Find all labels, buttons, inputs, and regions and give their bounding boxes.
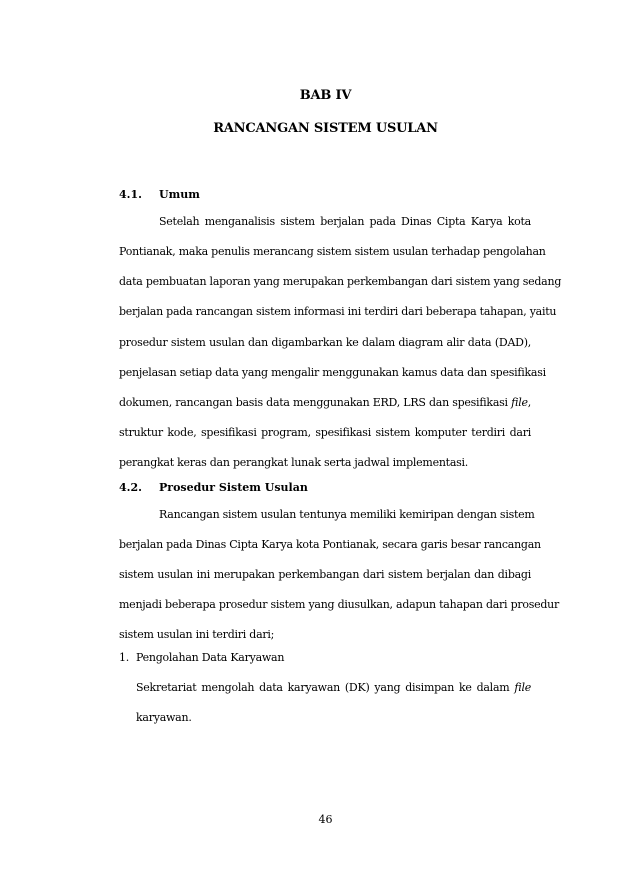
paragraph-line: Setelah menganalisis sistem berjalan pada Dinas Cipta Karya kota: [159, 215, 531, 228]
paragraph-line: data pembuatan laporan yang merupakan perkembangan dari sistem yang sedang: [119, 275, 562, 288]
list-item: [119, 651, 284, 665]
paragraph-text: Sekretariat mengolah data karyawan (DK) yang disimpan ke dalam: [136, 681, 510, 694]
italic-term: file: [511, 396, 528, 409]
italic-term: file: [514, 681, 531, 694]
paragraph-line: [119, 396, 531, 410]
paragraph-line: karyawan.: [136, 711, 192, 724]
section-heading-umum: [119, 188, 200, 201]
section-heading-prosedur: [119, 481, 308, 494]
chapter-subtitle: RANCANGAN SISTEM USULAN: [213, 121, 438, 136]
section-number: 4.2.: [119, 481, 142, 494]
paragraph-line: Pontianak, maka penulis merancang sistem sistem usulan terhadap pengolahan: [119, 245, 546, 258]
chapter-title: BAB IV: [299, 88, 352, 103]
paragraph-line: sistem usulan ini terdiri dari;: [119, 628, 275, 641]
section-number: 4.1.: [119, 188, 142, 201]
list-item-title: Pengolahan Data Karyawan: [136, 651, 285, 664]
paragraph-line: Rancangan sistem usulan tentunya memiliki kemiripan dengan sistem: [159, 508, 535, 521]
paragraph-line: struktur kode, spesifikasi program, spesifikasi sistem komputer terdiri dari: [119, 426, 531, 439]
list-number: 1.: [119, 651, 129, 664]
section-title: Umum: [159, 188, 200, 201]
paragraph-line: perangkat keras dan perangkat lunak serta jadwal implementasi.: [119, 456, 469, 469]
paragraph-line: prosedur sistem usulan dan digambarkan ke dalam diagram alir data (DAD),: [119, 336, 531, 349]
paragraph-line: sistem usulan ini merupakan perkembangan dari sistem berjalan dan dibagi: [119, 568, 531, 581]
paragraph-line: [136, 681, 531, 695]
section-title: Prosedur Sistem Usulan: [159, 481, 308, 494]
punctuation: ,: [527, 396, 531, 409]
paragraph-line: menjadi beberapa prosedur sistem yang diusulkan, adapun tahapan dari prosedur: [119, 598, 560, 611]
paragraph-line: berjalan pada rancangan sistem informasi ini terdiri dari beberapa tahapan, yaitu: [119, 305, 557, 318]
paragraph-text: dokumen, rancangan basis data menggunakan ERD, LRS dan spesifikasi: [119, 396, 508, 409]
paragraph-line: penjelasan setiap data yang mengalir menggunakan kamus data dan spesifikasi: [119, 366, 546, 379]
paragraph-line: berjalan pada Dinas Cipta Karya kota Pontianak, secara garis besar rancangan: [119, 538, 541, 551]
page-number: 46: [318, 813, 333, 826]
